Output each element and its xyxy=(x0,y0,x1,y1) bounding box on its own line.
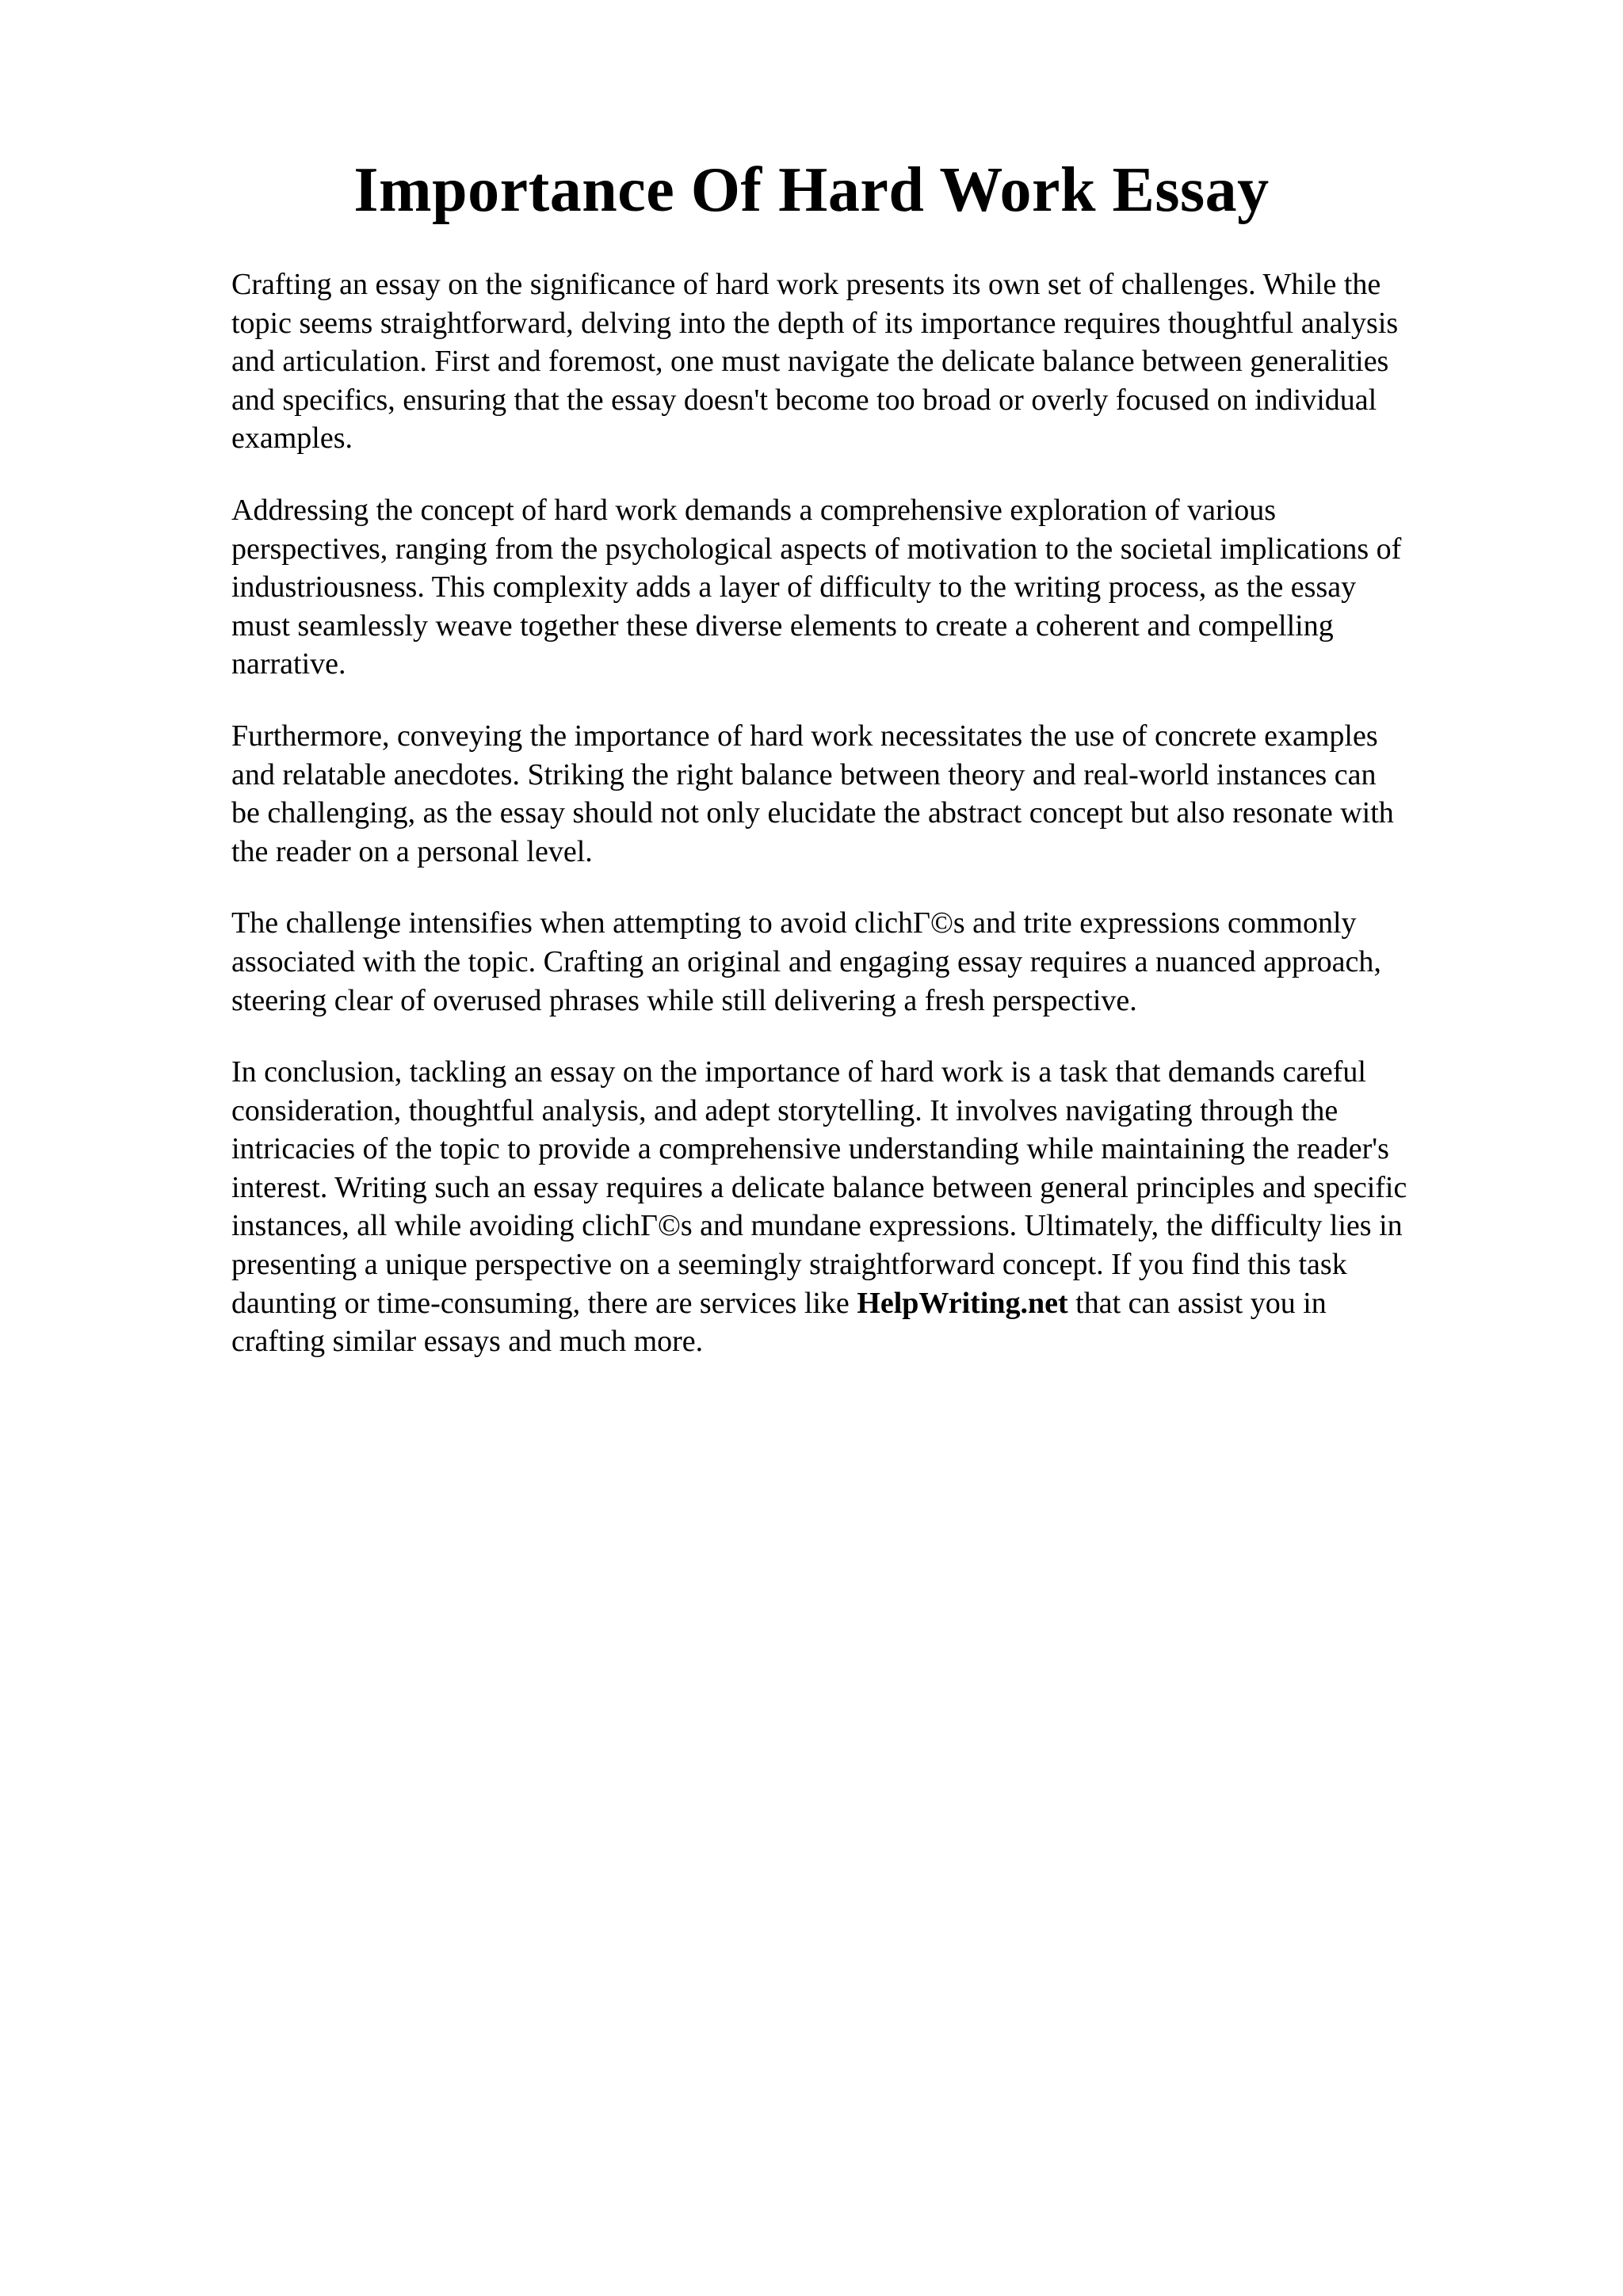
paragraph-2 xyxy=(231,491,1531,684)
text-line: and specifics, ensuring that the essay doesn't become too broad or overly focused on individual xyxy=(231,383,1377,417)
paragraph-1 xyxy=(231,265,1531,458)
text-line: instances, all while avoiding clichΓ©s and mundane expressions. Ultimately, the difficulty lies in xyxy=(231,1209,1403,1243)
text-line: narrative. xyxy=(231,647,346,681)
text-line: associated with the topic. Crafting an original and engaging essay requires a nuanced approach, xyxy=(231,944,1381,978)
text-line: and articulation. First and foremost, one must navigate the delicate balance between generalities xyxy=(231,345,1389,379)
text-line: presenting a unique perspective on a seemingly straightforward concept. If you find this task xyxy=(231,1248,1347,1282)
text-line: consideration, thoughtful analysis, and adept storytelling. It involves navigating through the xyxy=(231,1093,1338,1127)
text-segment: daunting or time-consuming, there are services like xyxy=(231,1286,857,1320)
text-line: perspectives, ranging from the psychological aspects of motivation to the societal implications of xyxy=(231,532,1402,566)
text-line: Addressing the concept of hard work demands a comprehensive exploration of various xyxy=(231,493,1276,527)
text-line: be challenging, as the essay should not only elucidate the abstract concept but also resonate with xyxy=(231,796,1394,830)
helpwriting-link[interactable]: HelpWriting.net xyxy=(857,1286,1068,1320)
document-body xyxy=(231,265,1531,1394)
text-line: interest. Writing such an essay requires a delicate balance between general principles and specific xyxy=(231,1170,1407,1204)
text-segment: that can assist you in xyxy=(1067,1286,1327,1320)
paragraph-5 xyxy=(231,1053,1531,1361)
text-line: industriousness. This complexity adds a layer of difficulty to the writing process, as the essay xyxy=(231,570,1357,605)
text-line-with-link xyxy=(231,1284,1531,1323)
text-line: and relatable anecdotes. Striking the right balance between theory and real-world instances can xyxy=(231,757,1377,791)
text-line: steering clear of overused phrases while still delivering a fresh perspective. xyxy=(231,983,1137,1017)
text-line: The challenge intensifies when attempting to avoid clichΓ©s and trite expressions commonly xyxy=(231,906,1357,940)
document-title: Importance Of Hard Work Essay xyxy=(353,155,1270,225)
text-line: Crafting an essay on the significance of hard work presents its own set of challenges. While the xyxy=(231,268,1381,301)
paragraph-4 xyxy=(231,904,1531,1020)
text-line: Furthermore, conveying the importance of hard work necessitates the use of concrete examples xyxy=(231,719,1378,753)
text-line: examples. xyxy=(231,421,353,456)
text-line: crafting similar essays and much more. xyxy=(231,1325,704,1359)
text-line: In conclusion, tackling an essay on the importance of hard work is a task that demands careful xyxy=(231,1055,1366,1089)
text-line: the reader on a personal level. xyxy=(231,834,593,868)
text-line: must seamlessly weave together these diverse elements to create a coherent and compelling xyxy=(231,608,1334,643)
paragraph-3 xyxy=(231,717,1531,871)
text-line: topic seems straightforward, delving into the depth of its importance requires thoughtful analysis xyxy=(231,306,1399,340)
text-line: intricacies of the topic to provide a comprehensive understanding while maintaining the reader's xyxy=(231,1132,1389,1166)
